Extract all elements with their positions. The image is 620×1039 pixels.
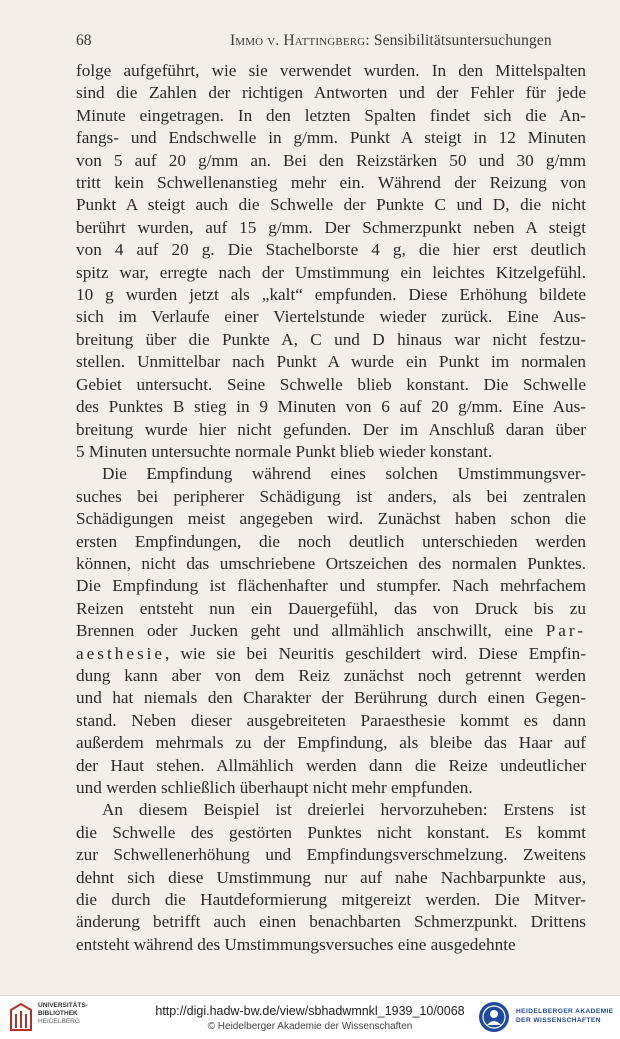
text-line: An diesem Beispiel ist dreierlei hervorzuheben: Erstens ist bbox=[102, 800, 586, 820]
paragraph bbox=[76, 60, 586, 463]
text-line: Gebiet untersucht. Seine Schwelle blieb konstant. Die Schwelle bbox=[76, 374, 586, 394]
library-line-3: HEIDELBERG bbox=[38, 1018, 80, 1025]
text-line: und hat niemals den Charakter der Berührung durch einen Gegen- bbox=[76, 688, 586, 708]
text-line: entsteht während des Umstimmungsversuches eine ausgedehnte bbox=[76, 934, 516, 954]
text-line: des Punktes B stieg in 9 Minuten von 6 auf 20 g/mm. Eine Aus- bbox=[76, 397, 586, 417]
text-line: sich im Verlaufe einer Viertelstunde wieder zurück. Eine Aus- bbox=[76, 307, 586, 327]
library-line-2: BIBLIOTHEK bbox=[38, 1010, 78, 1017]
text-line: fangs- und Endschwelle in g/mm. Punkt A steigt in 12 Minuten bbox=[76, 128, 586, 148]
text-line: Die Empfindung ist flächenhafter und stumpfer. Nach mehrfachem bbox=[76, 576, 586, 596]
text-line: stellen. Unmittelbar nach Punkt A wurde ein Punkt im normalen bbox=[76, 352, 586, 372]
page-number: 68 bbox=[76, 32, 92, 49]
academy-seal-icon bbox=[478, 1001, 510, 1033]
text-line: Minute eingetragen. In den letzten Spalten findet sich die An- bbox=[76, 105, 586, 125]
source-url-link[interactable]: http://digi.hadw-bw.de/view/sbhadwmnkl_1939_10/0068 bbox=[155, 1004, 465, 1018]
text-line: die Schwelle des gestörten Punktes nicht konstant. Es kommt bbox=[76, 822, 586, 842]
text-line: berührt wurden, auf 15 g/mm. Der Schmerzpunkt neben A steigt bbox=[76, 217, 586, 237]
text-line: ersten Empfindungen, die noch deutlich unterschieden werden bbox=[76, 531, 586, 551]
text-line: außerdem mehrmals zu der Empfindung, als bleibe das Haar auf bbox=[76, 733, 586, 753]
text-line: zur Schwellenerhöhung und Empfindungsverschmelzung. Zweitens bbox=[76, 845, 586, 865]
text-line: sind die Zahlen der richtigen Antworten und der Fehler für jede bbox=[76, 83, 586, 103]
text-line: Die Empfindung während eines solchen Umstimmungsver- bbox=[102, 464, 586, 484]
text-line: der Haut stehen. Allmählich werden dann die Reize undeutlicher bbox=[76, 755, 586, 775]
text-line: 5 Minuten untersuchte normale Punkt blieb wieder konstant. bbox=[76, 441, 493, 461]
text-line: 10 g wurden jetzt als „kalt“ empfunden. Diese Erhöhung bildete bbox=[76, 285, 586, 305]
text-line: aesthesie, wie sie bei Neuritis geschildert wird. Diese Empfin- bbox=[76, 643, 586, 663]
paragraph bbox=[76, 799, 586, 956]
text-line: breitung wurde hier nicht gefunden. Der im Anschluß daran über bbox=[76, 419, 586, 439]
academy-line-1: HEIDELBERGER AKADEMIE bbox=[516, 1008, 614, 1015]
page-header bbox=[76, 30, 584, 56]
text-line: von 4 auf 20 g. Die Stachelborste 4 g, die hier erst deutlich bbox=[76, 240, 586, 260]
text-line: können, nicht das umschriebene Ortszeichen des normalen Punktes. bbox=[76, 553, 586, 573]
text-line: dehnt sich diese Umstimmung nur auf nahe Nachbarpunkte aus, bbox=[76, 867, 586, 887]
digitization-footer bbox=[0, 995, 620, 1039]
academy-line-2: DER WISSENSCHAFTEN bbox=[516, 1017, 601, 1024]
running-head-author: Immo v. Hattingberg bbox=[230, 32, 366, 49]
text-line: dung kann aber von dem Reiz zunächst noch getrennt werden bbox=[76, 665, 586, 685]
text-line: die durch die Hautdeformierung mitgereizt werden. Die Mitver- bbox=[76, 890, 586, 910]
text-line: Brennen oder Jucken geht und allmählich anschwillt, eine Par- bbox=[76, 621, 586, 641]
text-line: spitz war, erregte nach der Umstimmung ein leichtes Kitzelgefühl. bbox=[76, 262, 586, 282]
library-line-1: UNIVERSITÄTS- bbox=[38, 1002, 88, 1009]
text-line: suches bei peripherer Schädigung ist anders, als bei zentralen bbox=[76, 486, 586, 506]
paragraph bbox=[76, 463, 586, 799]
text-line: folge aufgeführt, wie sie verwendet wurden. In den Mittelspalten bbox=[76, 61, 586, 80]
text-line: Reizen entsteht nun ein Dauergefühl, das von Druck bis zu bbox=[76, 598, 586, 618]
body-text bbox=[76, 60, 586, 956]
running-head bbox=[230, 32, 552, 50]
text-line: stand. Neben dieser ausgebreiteten Paraesthesie kommt es dann bbox=[76, 710, 586, 730]
text-line: von 5 auf 20 g/mm an. Bei den Reizstärken 50 und 30 g/mm bbox=[76, 150, 586, 170]
academy-name bbox=[516, 1007, 614, 1025]
text-line: Schädigungen meist angegeben wird. Zunächst haben schon die bbox=[76, 509, 586, 529]
text-line: Punkt A steigt auch die Schwelle der Punkte C und D, die nicht bbox=[76, 195, 586, 215]
text-line: tritt kein Schwellenanstieg mehr ein. Während der Reizung von bbox=[76, 173, 586, 193]
text-line: und werden schließlich überhaupt nicht mehr empfunden. bbox=[76, 778, 473, 797]
text-line: änderung betrifft auch einen benachbarten Schmerzpunkt. Drittens bbox=[76, 912, 586, 932]
running-head-title: : Sensibilitätsuntersuchungen bbox=[365, 32, 552, 49]
text-line: breitung über die Punkte A, C und D hinaus war nicht festzu- bbox=[76, 329, 586, 349]
copyright-notice: © Heidelberger Akademie der Wissenschaften bbox=[207, 1021, 413, 1032]
